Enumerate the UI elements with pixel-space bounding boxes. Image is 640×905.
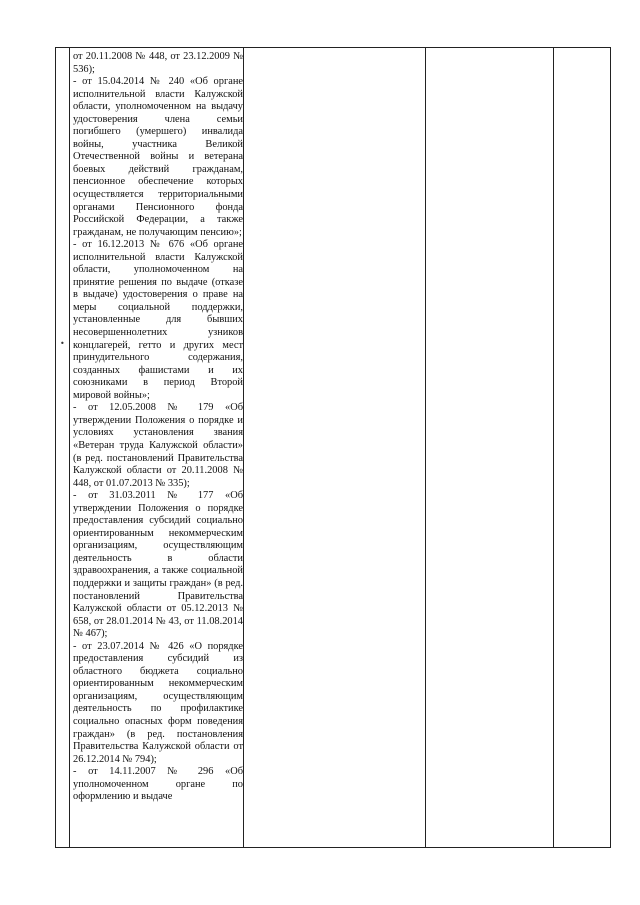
paragraph: - от 14.11.2007 № 296 «Об уполномоченном органе по оформлению и выдаче <box>73 766 243 803</box>
legal-acts-cell <box>73 51 243 804</box>
column-border <box>69 47 70 848</box>
column-border <box>553 47 554 848</box>
paragraph: - от 23.07.2014 № 426 «О порядке предоставления субсидий из областного бюджета социально ориентированным некоммерческим организациям, осуществляющим деятельность по профилактике социально опасных форм поведения граждан» (в ред. постановления Правительства Калужской области от 26.12.2014 № 794); <box>73 640 243 765</box>
row-border-top <box>55 47 611 48</box>
paragraph: от 20.11.2008 № 448, от 23.12.2009 № 536); <box>73 51 243 75</box>
column-border <box>243 47 244 848</box>
side-mark: • <box>60 339 65 348</box>
column-border <box>425 47 426 848</box>
row-border-bottom <box>55 847 611 848</box>
paragraph: - от 15.04.2014 № 240 «Об органе исполнительной власти Калужской области, уполномоченном на выдачу удостоверения члена семьи погибшего (умершего) инвалида войны, участника Великой Отечественной войны и ветерана боевых действий гражданам, пенсионное обеспечение которых осуществляется территориальными органами Пенсионного фонда Российской Федерации, а также гражданам, не получающим пенсию»; <box>73 76 243 238</box>
legal-table <box>55 47 611 848</box>
paragraph: - от 12.05.2008 № 179 «Об утверждении Положения о порядке и условиях установления звания «Ветеран труда Калужской области» (в ред. постановлений Правительства Калужской области от 20.11.2008 № 448, от 01.07.2013 № 335); <box>73 402 243 489</box>
paragraph: - от 31.03.2011 № 177 «Об утверждении Положения о порядке предоставления субсидий социально ориентированным некоммерческим организациям, осуществляющим деятельность в области здравоохранения, а также социальной поддержки и защиты граждан» (в ред. постановлений Правительства Калужской области от 05.12.2013 № 658, от 28.01.2014 № 43, от 11.08.2014 № 467); <box>73 490 243 640</box>
paragraph: - от 16.12.2013 № 676 «Об органе исполнительной власти Калужской области, уполномоченном на принятие решения по выдаче (отказе в выдаче) удостоверения о праве на меры социальной поддержки, установленные для бывших несовершеннолетних узников концлагерей, гетто и других мест принудительного содержания, созданных фашистами и их союзниками в период Второй мировой войны»; <box>73 239 243 401</box>
column-border <box>610 47 611 848</box>
column-border <box>55 47 56 848</box>
